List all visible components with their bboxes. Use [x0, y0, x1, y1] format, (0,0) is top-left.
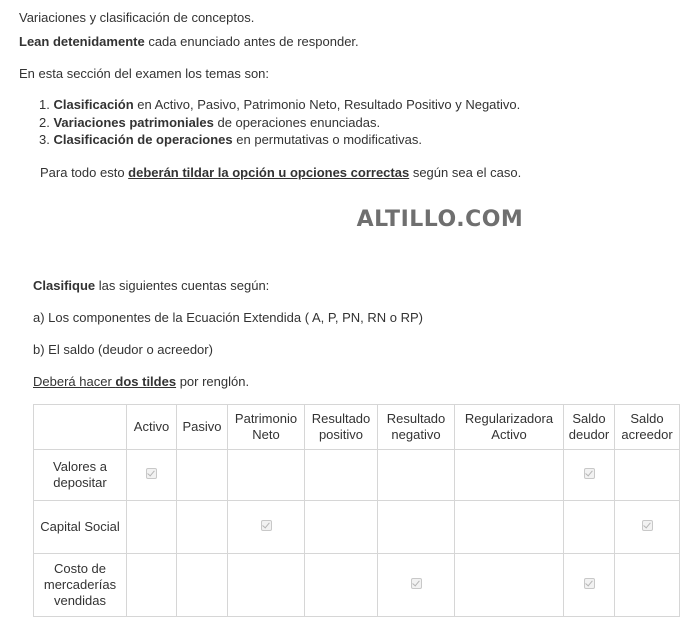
- table-cell: [615, 501, 680, 554]
- header-regularizadora-activo: Regularizadora Activo: [455, 405, 564, 450]
- note-pre: Deberá hacer: [33, 374, 116, 389]
- watermark-logo: ALTILLO.COM: [356, 207, 524, 232]
- classify-rest: las siguientes cuentas según:: [95, 278, 270, 293]
- table-cell: [378, 450, 455, 501]
- checkbox-checked-icon[interactable]: [146, 468, 157, 479]
- header-empty: [34, 405, 127, 450]
- table-cell: [455, 501, 564, 554]
- table-cell: [564, 554, 615, 617]
- instruction-pre: Para todo esto: [40, 165, 129, 180]
- classification-table: [33, 404, 680, 617]
- table-row: [34, 554, 680, 617]
- instruction-post: según sea el caso.: [409, 165, 522, 180]
- topic-1: [39, 97, 520, 112]
- table-cell: [228, 450, 305, 501]
- table-cell: [378, 554, 455, 617]
- topic-3: [39, 132, 422, 147]
- intro-topics-lead: En esta sección del examen los temas son:: [19, 66, 270, 81]
- header-resultado-negativo: Resultado negativo: [378, 405, 455, 450]
- table-header-row: [34, 405, 680, 450]
- table-cell: [305, 450, 378, 501]
- row-label: Valores a depositar: [34, 450, 127, 501]
- row-label: Capital Social: [34, 501, 127, 554]
- instruction-emphasis: deberán tildar la opción u opciones correctas: [128, 165, 410, 180]
- classify-bold: Clasifique: [33, 278, 96, 293]
- table-cell: [177, 554, 228, 617]
- table-cell: [615, 554, 680, 617]
- header-pasivo: Pasivo: [177, 405, 228, 450]
- topic-rest: en permutativas o modificativas.: [232, 132, 422, 147]
- header-activo: Activo: [127, 405, 177, 450]
- header-saldo-acreedor: Saldo acreedor: [615, 405, 680, 450]
- header-saldo-deudor: Saldo deudor: [564, 405, 615, 450]
- table-row: [34, 450, 680, 501]
- table-row: [34, 501, 680, 554]
- table-cell: [228, 501, 305, 554]
- table-cell: [127, 501, 177, 554]
- intro-read-carefully: [19, 34, 359, 49]
- header-resultado-positivo: Resultado positivo: [305, 405, 378, 450]
- checkbox-checked-icon[interactable]: [642, 520, 653, 531]
- table-cell: [564, 450, 615, 501]
- header-patrimonio-neto: Patrimonio Neto: [228, 405, 305, 450]
- table-cell: [378, 501, 455, 554]
- row-label: Costo de mercaderías vendidas: [34, 554, 127, 617]
- table-cell: [127, 554, 177, 617]
- topic-2: [39, 115, 380, 130]
- topic-rest: de operaciones enunciadas.: [213, 115, 381, 130]
- table-cell: [455, 450, 564, 501]
- note-post: por renglón.: [176, 374, 250, 389]
- table-cell: [455, 554, 564, 617]
- table-cell: [564, 501, 615, 554]
- intro-title: Variaciones y clasificación de conceptos.: [19, 10, 255, 25]
- topic-num: 1.: [39, 97, 54, 112]
- table-cell: [615, 450, 680, 501]
- instruction: [40, 165, 521, 180]
- classify-item-a: a) Los componentes de la Ecuación Extendida ( A, P, PN, RN o RP): [33, 310, 423, 325]
- table-cell: [305, 554, 378, 617]
- topic-num: 3.: [39, 132, 54, 147]
- topic-bold: Clasificación de operaciones: [53, 132, 233, 147]
- classify-note: [33, 374, 249, 389]
- topic-num: 2.: [39, 115, 54, 130]
- topic-bold: Variaciones patrimoniales: [53, 115, 214, 130]
- topic-bold: Clasificación: [53, 97, 134, 112]
- checkbox-checked-icon[interactable]: [584, 468, 595, 479]
- checkbox-checked-icon[interactable]: [584, 578, 595, 589]
- classify-item-b: b) El saldo (deudor o acreedor): [33, 342, 213, 357]
- topic-rest: en Activo, Pasivo, Patrimonio Neto, Resultado Positivo y Negativo.: [133, 97, 521, 112]
- table-cell: [177, 501, 228, 554]
- table-cell: [127, 450, 177, 501]
- classify-heading: [33, 278, 269, 293]
- table-cell: [305, 501, 378, 554]
- intro-read-bold: Lean detenidamente: [19, 34, 145, 49]
- note-bold: dos tildes: [115, 374, 177, 389]
- checkbox-checked-icon[interactable]: [411, 578, 422, 589]
- intro-read-rest: cada enunciado antes de responder.: [144, 34, 359, 49]
- checkbox-checked-icon[interactable]: [261, 520, 272, 531]
- table-cell: [228, 554, 305, 617]
- table-cell: [177, 450, 228, 501]
